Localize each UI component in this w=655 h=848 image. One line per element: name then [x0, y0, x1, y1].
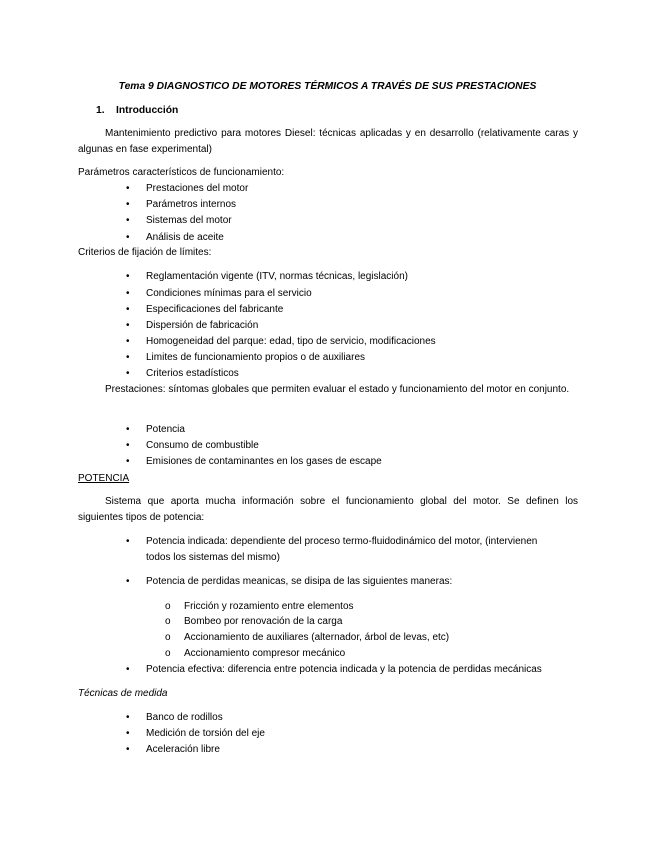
sub-list-item: o Accionamiento de auxiliares (alternador, árbol de levas, etc): [184, 631, 449, 644]
section-label: Introducción: [116, 105, 179, 116]
criterios-heading: Criterios de fijación de límites:: [78, 247, 212, 258]
list-item: • Emisiones de contaminantes en los gases de escape: [146, 455, 382, 468]
section-heading: [96, 104, 178, 117]
list-item: • Dispersión de fabricación: [146, 319, 258, 332]
list-item: • Potencia efectiva: diferencia entre potencia indicada y la potencia de perdidas mecánicas: [146, 663, 542, 676]
list-item: • Sistemas del motor: [146, 214, 232, 227]
sub-list-item: o Bombeo por renovación de la carga: [184, 615, 342, 628]
intro-paragraph: Mantenimiento predictivo para motores Diesel: técnicas aplicadas y en desarrollo (relativamente caras y algunas en fase experimental): [78, 128, 578, 155]
list-item: • Homogeneidad del parque: edad, tipo de servicio, modificaciones: [146, 335, 436, 348]
document-title: Tema 9 DIAGNOSTICO DE MOTORES TÉRMICOS A TRAVÉS DE SUS PRESTACIONES: [118, 81, 537, 92]
list-item: • Potencia indicada: dependiente del proceso termo-fluidodinámico del motor, (intervienen: [146, 535, 537, 548]
list-item: • Potencia de perdidas meanicas, se disipa de las siguientes maneras:: [146, 575, 452, 588]
list-item: • Aceleración libre: [146, 743, 220, 756]
list-item: • Análisis de aceite: [146, 231, 224, 244]
list-item: • Limites de funcionamiento propios o de auxiliares: [146, 351, 365, 364]
prestaciones-paragraph: Prestaciones: síntomas globales que permiten evaluar el estado y funcionamiento del motor en conjunto.: [105, 384, 570, 395]
list-item: • Prestaciones del motor: [146, 182, 248, 195]
list-item: • Reglamentación vigente (ITV, normas técnicas, legislación): [146, 270, 408, 283]
list-item: • Consumo de combustible: [146, 439, 259, 452]
sub-list-item: o Accionamiento compresor mecánico: [184, 647, 345, 660]
list-item: • Condiciones mínimas para el servicio: [146, 287, 312, 300]
list-item: • Criterios estadísticos: [146, 367, 239, 380]
parametros-heading: Parámetros característicos de funcionamiento:: [78, 167, 285, 178]
list-item: • Especificaciones del fabricante: [146, 303, 283, 316]
tecnicas-heading: Técnicas de medida: [78, 688, 168, 699]
list-item: • Potencia: [146, 423, 185, 436]
list-item: • Medición de torsión del eje: [146, 727, 265, 740]
list-item-continuation: todos los sistemas del mismo): [146, 552, 280, 563]
list-item: • Parámetros internos: [146, 198, 236, 211]
sub-list-item: o Fricción y rozamiento entre elementos: [184, 600, 354, 613]
potencia-paragraph: Sistema que aporta mucha información sobre el funcionamiento global del motor. Se definen los siguientes tipos de potencia:: [78, 496, 578, 523]
potencia-heading: POTENCIA: [78, 473, 130, 484]
section-number: 1.: [96, 105, 105, 116]
list-item: • Banco de rodillos: [146, 711, 223, 724]
